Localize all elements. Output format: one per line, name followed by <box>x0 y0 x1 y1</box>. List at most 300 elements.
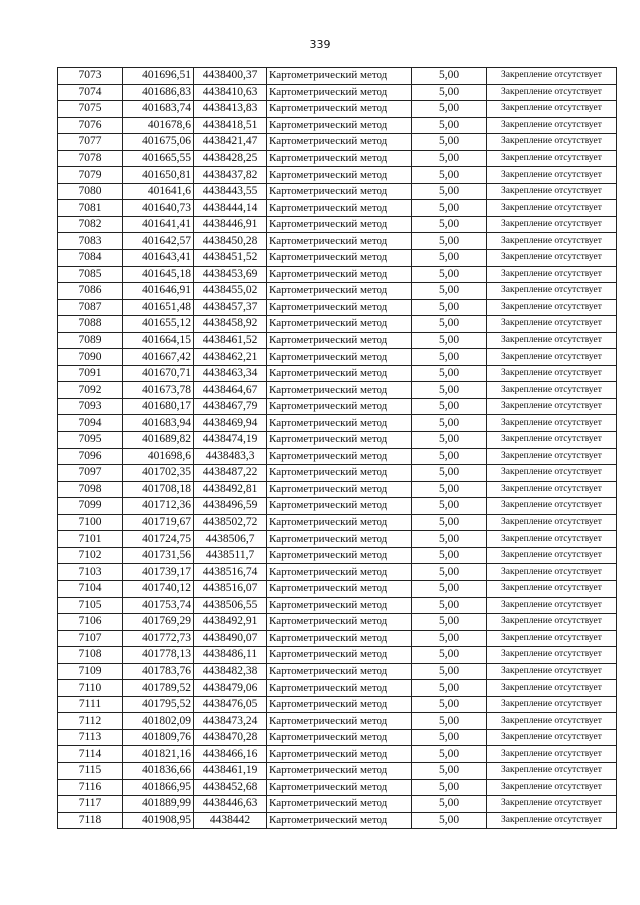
x-coordinate-cell: 401739,17 <box>123 564 194 581</box>
fixation-description-cell: Закрепление отсутствует <box>487 68 617 85</box>
x-coordinate-cell: 401686,83 <box>123 84 194 101</box>
table-row <box>58 117 617 134</box>
method-cell: Картометрический метод <box>267 762 412 779</box>
table-row <box>58 415 617 432</box>
table-row <box>58 233 617 250</box>
method-cell: Картометрический метод <box>267 630 412 647</box>
point-number-cell: 7118 <box>58 812 123 829</box>
point-number-cell: 7093 <box>58 398 123 415</box>
x-coordinate-cell: 401675,06 <box>123 134 194 151</box>
y-coordinate-cell: 4438418,51 <box>194 117 267 134</box>
method-cell: Картометрический метод <box>267 382 412 399</box>
method-cell: Картометрический метод <box>267 398 412 415</box>
method-cell: Картометрический метод <box>267 233 412 250</box>
method-cell: Картометрический метод <box>267 696 412 713</box>
x-coordinate-cell: 401655,12 <box>123 316 194 333</box>
accuracy-cell: 5,00 <box>412 200 487 217</box>
table-row <box>58 663 617 680</box>
fixation-description-cell: Закрепление отсутствует <box>487 762 617 779</box>
accuracy-cell: 5,00 <box>412 465 487 482</box>
x-coordinate-cell: 401908,95 <box>123 812 194 829</box>
table-row <box>58 746 617 763</box>
y-coordinate-cell: 4438511,7 <box>194 547 267 564</box>
table-row <box>58 150 617 167</box>
method-cell: Картометрический метод <box>267 796 412 813</box>
method-cell: Картометрический метод <box>267 713 412 730</box>
fixation-description-cell: Закрепление отсутствует <box>487 498 617 515</box>
table-row <box>58 647 617 664</box>
method-cell: Картометрический метод <box>267 266 412 283</box>
table-row <box>58 465 617 482</box>
x-coordinate-cell: 401642,57 <box>123 233 194 250</box>
method-cell: Картометрический метод <box>267 101 412 118</box>
y-coordinate-cell: 4438516,74 <box>194 564 267 581</box>
y-coordinate-cell: 4438452,68 <box>194 779 267 796</box>
point-number-cell: 7096 <box>58 448 123 465</box>
x-coordinate-cell: 401789,52 <box>123 680 194 697</box>
method-cell: Картометрический метод <box>267 498 412 515</box>
x-coordinate-cell: 401643,41 <box>123 250 194 267</box>
accuracy-cell: 5,00 <box>412 614 487 631</box>
fixation-description-cell: Закрепление отсутствует <box>487 432 617 449</box>
fixation-description-cell: Закрепление отсутствует <box>487 465 617 482</box>
x-coordinate-cell: 401836,66 <box>123 762 194 779</box>
x-coordinate-cell: 401696,51 <box>123 68 194 85</box>
fixation-description-cell: Закрепление отсутствует <box>487 415 617 432</box>
table-row <box>58 597 617 614</box>
accuracy-cell: 5,00 <box>412 117 487 134</box>
point-number-cell: 7092 <box>58 382 123 399</box>
method-cell: Картометрический метод <box>267 597 412 614</box>
fixation-description-cell: Закрепление отсутствует <box>487 250 617 267</box>
accuracy-cell: 5,00 <box>412 84 487 101</box>
table-row <box>58 167 617 184</box>
fixation-description-cell: Закрепление отсутствует <box>487 547 617 564</box>
y-coordinate-cell: 4438413,83 <box>194 101 267 118</box>
accuracy-cell: 5,00 <box>412 299 487 316</box>
method-cell: Картометрический метод <box>267 729 412 746</box>
method-cell: Картометрический метод <box>267 167 412 184</box>
table-row <box>58 349 617 366</box>
x-coordinate-cell: 401712,36 <box>123 498 194 515</box>
point-number-cell: 7100 <box>58 514 123 531</box>
x-coordinate-cell: 401689,82 <box>123 432 194 449</box>
point-number-cell: 7112 <box>58 713 123 730</box>
point-number-cell: 7083 <box>58 233 123 250</box>
x-coordinate-cell: 401645,18 <box>123 266 194 283</box>
accuracy-cell: 5,00 <box>412 531 487 548</box>
method-cell: Картометрический метод <box>267 647 412 664</box>
point-number-cell: 7107 <box>58 630 123 647</box>
table-row <box>58 729 617 746</box>
fixation-description-cell: Закрепление отсутствует <box>487 481 617 498</box>
point-number-cell: 7078 <box>58 150 123 167</box>
table-row <box>58 713 617 730</box>
fixation-description-cell: Закрепление отсутствует <box>487 365 617 382</box>
y-coordinate-cell: 4438443,55 <box>194 183 267 200</box>
fixation-description-cell: Закрепление отсутствует <box>487 84 617 101</box>
accuracy-cell: 5,00 <box>412 514 487 531</box>
point-number-cell: 7116 <box>58 779 123 796</box>
method-cell: Картометрический метод <box>267 415 412 432</box>
fixation-description-cell: Закрепление отсутствует <box>487 514 617 531</box>
x-coordinate-cell: 401683,74 <box>123 101 194 118</box>
table-row <box>58 365 617 382</box>
x-coordinate-cell: 401664,15 <box>123 332 194 349</box>
table-row <box>58 448 617 465</box>
x-coordinate-cell: 401673,78 <box>123 382 194 399</box>
table-row <box>58 514 617 531</box>
method-cell: Картометрический метод <box>267 448 412 465</box>
x-coordinate-cell: 401866,95 <box>123 779 194 796</box>
x-coordinate-cell: 401651,48 <box>123 299 194 316</box>
accuracy-cell: 5,00 <box>412 250 487 267</box>
fixation-description-cell: Закрепление отсутствует <box>487 531 617 548</box>
x-coordinate-cell: 401769,29 <box>123 614 194 631</box>
x-coordinate-cell: 401650,81 <box>123 167 194 184</box>
table-row <box>58 796 617 813</box>
point-number-cell: 7086 <box>58 283 123 300</box>
accuracy-cell: 5,00 <box>412 647 487 664</box>
point-number-cell: 7099 <box>58 498 123 515</box>
method-cell: Картометрический метод <box>267 531 412 548</box>
fixation-description-cell: Закрепление отсутствует <box>487 200 617 217</box>
point-number-cell: 7115 <box>58 762 123 779</box>
fixation-description-cell: Закрепление отсутствует <box>487 101 617 118</box>
method-cell: Картометрический метод <box>267 580 412 597</box>
accuracy-cell: 5,00 <box>412 448 487 465</box>
table-row <box>58 564 617 581</box>
y-coordinate-cell: 4438490,07 <box>194 630 267 647</box>
method-cell: Картометрический метод <box>267 746 412 763</box>
table-row <box>58 316 617 333</box>
accuracy-cell: 5,00 <box>412 183 487 200</box>
method-cell: Картометрический метод <box>267 134 412 151</box>
method-cell: Картометрический метод <box>267 614 412 631</box>
point-number-cell: 7105 <box>58 597 123 614</box>
page-number: 339 <box>309 38 331 51</box>
y-coordinate-cell: 4438444,14 <box>194 200 267 217</box>
table-row <box>58 547 617 564</box>
fixation-description-cell: Закрепление отсутствует <box>487 796 617 813</box>
x-coordinate-cell: 401670,71 <box>123 365 194 382</box>
table-row <box>58 630 617 647</box>
table-row <box>58 266 617 283</box>
fixation-description-cell: Закрепление отсутствует <box>487 680 617 697</box>
x-coordinate-cell: 401719,67 <box>123 514 194 531</box>
accuracy-cell: 5,00 <box>412 779 487 796</box>
fixation-description-cell: Закрепление отсутствует <box>487 117 617 134</box>
fixation-description-cell: Закрепление отсутствует <box>487 183 617 200</box>
table-row <box>58 481 617 498</box>
point-number-cell: 7073 <box>58 68 123 85</box>
x-coordinate-cell: 401809,76 <box>123 729 194 746</box>
accuracy-cell: 5,00 <box>412 167 487 184</box>
x-coordinate-cell: 401802,09 <box>123 713 194 730</box>
accuracy-cell: 5,00 <box>412 547 487 564</box>
method-cell: Картометрический метод <box>267 680 412 697</box>
table-row <box>58 84 617 101</box>
y-coordinate-cell: 4438463,34 <box>194 365 267 382</box>
point-number-cell: 7117 <box>58 796 123 813</box>
y-coordinate-cell: 4438450,28 <box>194 233 267 250</box>
y-coordinate-cell: 4438473,24 <box>194 713 267 730</box>
fixation-description-cell: Закрепление отсутствует <box>487 647 617 664</box>
point-number-cell: 7108 <box>58 647 123 664</box>
accuracy-cell: 5,00 <box>412 746 487 763</box>
fixation-description-cell: Закрепление отсутствует <box>487 812 617 829</box>
method-cell: Картометрический метод <box>267 332 412 349</box>
y-coordinate-cell: 4438479,06 <box>194 680 267 697</box>
coordinates-table <box>57 67 617 829</box>
y-coordinate-cell: 4438467,79 <box>194 398 267 415</box>
x-coordinate-cell: 401680,17 <box>123 398 194 415</box>
point-number-cell: 7081 <box>58 200 123 217</box>
table-row <box>58 382 617 399</box>
accuracy-cell: 5,00 <box>412 382 487 399</box>
y-coordinate-cell: 4438421,47 <box>194 134 267 151</box>
table-row <box>58 299 617 316</box>
accuracy-cell: 5,00 <box>412 398 487 415</box>
point-number-cell: 7113 <box>58 729 123 746</box>
table-row <box>58 283 617 300</box>
table-row <box>58 580 617 597</box>
y-coordinate-cell: 4438502,72 <box>194 514 267 531</box>
table-row <box>58 696 617 713</box>
table-row <box>58 779 617 796</box>
point-number-cell: 7097 <box>58 465 123 482</box>
table-row <box>58 68 617 85</box>
point-number-cell: 7090 <box>58 349 123 366</box>
fixation-description-cell: Закрепление отсутствует <box>487 134 617 151</box>
method-cell: Картометрический метод <box>267 299 412 316</box>
accuracy-cell: 5,00 <box>412 812 487 829</box>
point-number-cell: 7091 <box>58 365 123 382</box>
table-row <box>58 183 617 200</box>
table-row <box>58 680 617 697</box>
method-cell: Картометрический метод <box>267 216 412 233</box>
accuracy-cell: 5,00 <box>412 415 487 432</box>
method-cell: Картометрический метод <box>267 481 412 498</box>
fixation-description-cell: Закрепление отсутствует <box>487 663 617 680</box>
method-cell: Картометрический метод <box>267 564 412 581</box>
x-coordinate-cell: 401783,76 <box>123 663 194 680</box>
table-row <box>58 531 617 548</box>
point-number-cell: 7089 <box>58 332 123 349</box>
point-number-cell: 7110 <box>58 680 123 697</box>
point-number-cell: 7085 <box>58 266 123 283</box>
point-number-cell: 7101 <box>58 531 123 548</box>
x-coordinate-cell: 401731,56 <box>123 547 194 564</box>
point-number-cell: 7098 <box>58 481 123 498</box>
method-cell: Картометрический метод <box>267 779 412 796</box>
fixation-description-cell: Закрепление отсутствует <box>487 779 617 796</box>
method-cell: Картометрический метод <box>267 465 412 482</box>
y-coordinate-cell: 4438486,11 <box>194 647 267 664</box>
accuracy-cell: 5,00 <box>412 349 487 366</box>
accuracy-cell: 5,00 <box>412 134 487 151</box>
point-number-cell: 7079 <box>58 167 123 184</box>
y-coordinate-cell: 4438446,91 <box>194 216 267 233</box>
y-coordinate-cell: 4438482,38 <box>194 663 267 680</box>
x-coordinate-cell: 401772,73 <box>123 630 194 647</box>
accuracy-cell: 5,00 <box>412 150 487 167</box>
table-row <box>58 101 617 118</box>
table-row <box>58 812 617 829</box>
point-number-cell: 7095 <box>58 432 123 449</box>
method-cell: Картометрический метод <box>267 349 412 366</box>
y-coordinate-cell: 4438469,94 <box>194 415 267 432</box>
x-coordinate-cell: 401740,12 <box>123 580 194 597</box>
accuracy-cell: 5,00 <box>412 233 487 250</box>
table-row <box>58 200 617 217</box>
accuracy-cell: 5,00 <box>412 713 487 730</box>
point-number-cell: 7114 <box>58 746 123 763</box>
accuracy-cell: 5,00 <box>412 696 487 713</box>
accuracy-cell: 5,00 <box>412 663 487 680</box>
y-coordinate-cell: 4438476,05 <box>194 696 267 713</box>
fixation-description-cell: Закрепление отсутствует <box>487 398 617 415</box>
point-number-cell: 7102 <box>58 547 123 564</box>
y-coordinate-cell: 4438437,82 <box>194 167 267 184</box>
point-number-cell: 7109 <box>58 663 123 680</box>
fixation-description-cell: Закрепление отсутствует <box>487 729 617 746</box>
fixation-description-cell: Закрепление отсутствует <box>487 316 617 333</box>
x-coordinate-cell: 401641,6 <box>123 183 194 200</box>
fixation-description-cell: Закрепление отсутствует <box>487 382 617 399</box>
y-coordinate-cell: 4438451,52 <box>194 250 267 267</box>
accuracy-cell: 5,00 <box>412 630 487 647</box>
x-coordinate-cell: 401640,73 <box>123 200 194 217</box>
fixation-description-cell: Закрепление отсутствует <box>487 448 617 465</box>
table-row <box>58 250 617 267</box>
table-row <box>58 134 617 151</box>
y-coordinate-cell: 4438446,63 <box>194 796 267 813</box>
fixation-description-cell: Закрепление отсутствует <box>487 696 617 713</box>
fixation-description-cell: Закрепление отсутствует <box>487 233 617 250</box>
table-row <box>58 762 617 779</box>
method-cell: Картометрический метод <box>267 514 412 531</box>
point-number-cell: 7094 <box>58 415 123 432</box>
y-coordinate-cell: 4438496,59 <box>194 498 267 515</box>
accuracy-cell: 5,00 <box>412 597 487 614</box>
accuracy-cell: 5,00 <box>412 266 487 283</box>
table-row <box>58 332 617 349</box>
point-number-cell: 7074 <box>58 84 123 101</box>
method-cell: Картометрический метод <box>267 68 412 85</box>
point-number-cell: 7106 <box>58 614 123 631</box>
fixation-description-cell: Закрепление отсутствует <box>487 713 617 730</box>
x-coordinate-cell: 401678,6 <box>123 117 194 134</box>
y-coordinate-cell: 4438474,19 <box>194 432 267 449</box>
y-coordinate-cell: 4438506,55 <box>194 597 267 614</box>
method-cell: Картометрический метод <box>267 283 412 300</box>
point-number-cell: 7075 <box>58 101 123 118</box>
fixation-description-cell: Закрепление отсутствует <box>487 266 617 283</box>
table-body <box>58 68 617 829</box>
fixation-description-cell: Закрепление отсутствует <box>487 630 617 647</box>
y-coordinate-cell: 4438466,16 <box>194 746 267 763</box>
x-coordinate-cell: 401641,41 <box>123 216 194 233</box>
x-coordinate-cell: 401778,13 <box>123 647 194 664</box>
fixation-description-cell: Закрепление отсутствует <box>487 150 617 167</box>
y-coordinate-cell: 4438516,07 <box>194 580 267 597</box>
point-number-cell: 7111 <box>58 696 123 713</box>
accuracy-cell: 5,00 <box>412 680 487 697</box>
point-number-cell: 7080 <box>58 183 123 200</box>
y-coordinate-cell: 4438428,25 <box>194 150 267 167</box>
fixation-description-cell: Закрепление отсутствует <box>487 614 617 631</box>
x-coordinate-cell: 401753,74 <box>123 597 194 614</box>
x-coordinate-cell: 401665,55 <box>123 150 194 167</box>
method-cell: Картометрический метод <box>267 150 412 167</box>
x-coordinate-cell: 401889,99 <box>123 796 194 813</box>
fixation-description-cell: Закрепление отсутствует <box>487 746 617 763</box>
fixation-description-cell: Закрепление отсутствует <box>487 332 617 349</box>
point-number-cell: 7103 <box>58 564 123 581</box>
accuracy-cell: 5,00 <box>412 481 487 498</box>
x-coordinate-cell: 401724,75 <box>123 531 194 548</box>
y-coordinate-cell: 4438457,37 <box>194 299 267 316</box>
fixation-description-cell: Закрепление отсутствует <box>487 349 617 366</box>
method-cell: Картометрический метод <box>267 432 412 449</box>
accuracy-cell: 5,00 <box>412 68 487 85</box>
table-row <box>58 216 617 233</box>
accuracy-cell: 5,00 <box>412 216 487 233</box>
y-coordinate-cell: 4438455,02 <box>194 283 267 300</box>
method-cell: Картометрический метод <box>267 812 412 829</box>
fixation-description-cell: Закрепление отсутствует <box>487 564 617 581</box>
point-number-cell: 7087 <box>58 299 123 316</box>
method-cell: Картометрический метод <box>267 117 412 134</box>
accuracy-cell: 5,00 <box>412 796 487 813</box>
accuracy-cell: 5,00 <box>412 332 487 349</box>
method-cell: Картометрический метод <box>267 365 412 382</box>
x-coordinate-cell: 401708,18 <box>123 481 194 498</box>
accuracy-cell: 5,00 <box>412 498 487 515</box>
accuracy-cell: 5,00 <box>412 365 487 382</box>
method-cell: Картометрический метод <box>267 547 412 564</box>
y-coordinate-cell: 4438506,7 <box>194 531 267 548</box>
x-coordinate-cell: 401821,16 <box>123 746 194 763</box>
method-cell: Картометрический метод <box>267 250 412 267</box>
y-coordinate-cell: 4438458,92 <box>194 316 267 333</box>
point-number-cell: 7104 <box>58 580 123 597</box>
accuracy-cell: 5,00 <box>412 101 487 118</box>
y-coordinate-cell: 4438492,91 <box>194 614 267 631</box>
point-number-cell: 7077 <box>58 134 123 151</box>
y-coordinate-cell: 4438400,37 <box>194 68 267 85</box>
point-number-cell: 7076 <box>58 117 123 134</box>
accuracy-cell: 5,00 <box>412 283 487 300</box>
y-coordinate-cell: 4438461,19 <box>194 762 267 779</box>
y-coordinate-cell: 4438483,3 <box>194 448 267 465</box>
x-coordinate-cell: 401683,94 <box>123 415 194 432</box>
x-coordinate-cell: 401702,35 <box>123 465 194 482</box>
x-coordinate-cell: 401698,6 <box>123 448 194 465</box>
x-coordinate-cell: 401667,42 <box>123 349 194 366</box>
y-coordinate-cell: 4438442 <box>194 812 267 829</box>
y-coordinate-cell: 4438453,69 <box>194 266 267 283</box>
y-coordinate-cell: 4438470,28 <box>194 729 267 746</box>
point-number-cell: 7084 <box>58 250 123 267</box>
x-coordinate-cell: 401795,52 <box>123 696 194 713</box>
y-coordinate-cell: 4438464,67 <box>194 382 267 399</box>
y-coordinate-cell: 4438461,52 <box>194 332 267 349</box>
y-coordinate-cell: 4438410,63 <box>194 84 267 101</box>
y-coordinate-cell: 4438492,81 <box>194 481 267 498</box>
method-cell: Картометрический метод <box>267 663 412 680</box>
